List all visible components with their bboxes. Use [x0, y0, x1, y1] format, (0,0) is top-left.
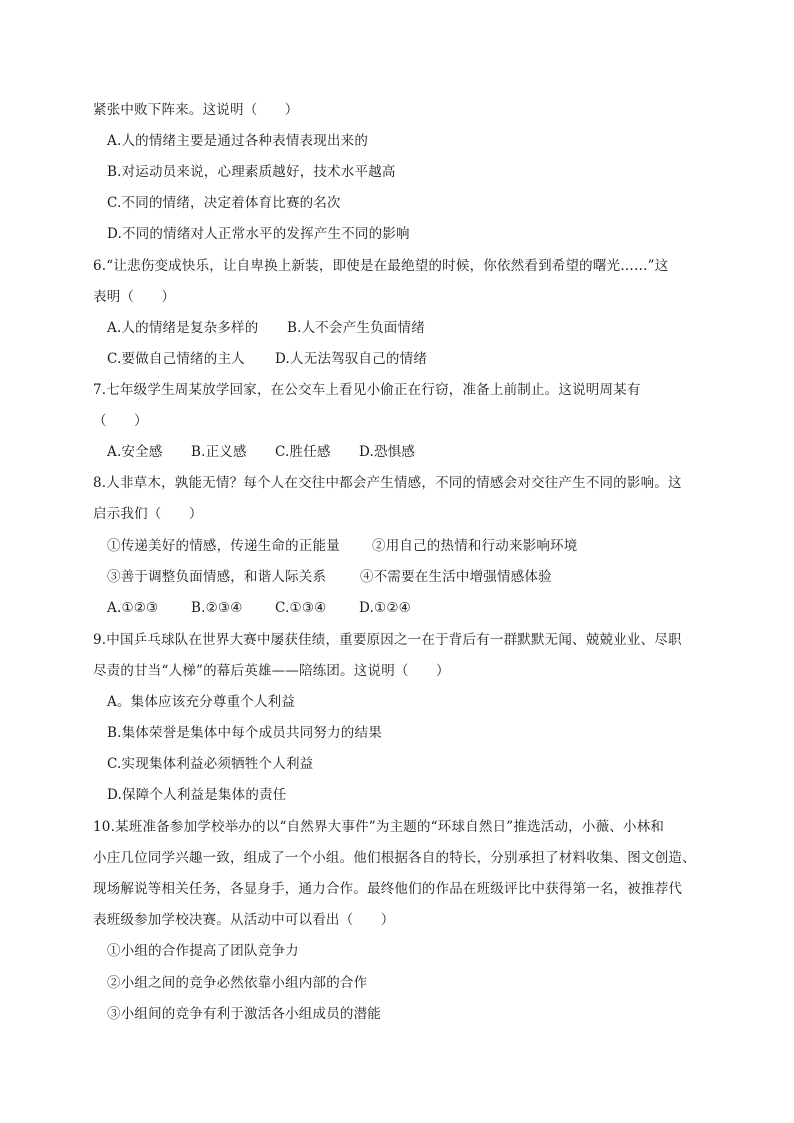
q5-option-c: C.不同的情绪，决定着体育比赛的名次 [107, 195, 341, 211]
q6-stem-line-2: 表明（ ） [93, 289, 176, 305]
q10-statement-1: ①小组的合作提高了团队竞争力 [107, 943, 299, 959]
q7-option-b: B.正义感 [191, 444, 247, 460]
q6-option-a: A.人的情绪是复杂多样的 [107, 320, 259, 336]
q6-options-row-2 [107, 350, 427, 368]
q8-option-c: C.①③④ [275, 600, 327, 616]
q9-option-d: D.保障个人利益是集体的责任 [107, 787, 287, 803]
q10-statement-3: ③小组间的竞争有利于激活各小组成员的潜能 [107, 1006, 381, 1022]
q9-option-a: A。集体应该充分尊重个人利益 [107, 694, 296, 710]
q8-option-a: A.①②③ [107, 600, 159, 616]
q6-option-c: C.要做自己情绪的主人 [107, 351, 245, 367]
q8-stem-line-2: 启示我们（ ） [93, 506, 203, 522]
q8-statements-row-1 [107, 537, 578, 555]
q10-stem-line-4: 表班级参加学校决赛。从活动中可以看出（ ） [93, 912, 395, 928]
q7-stem-line-2: （ ） [93, 413, 148, 429]
q8-option-d: D.①②④ [359, 600, 411, 616]
q8-stem-line-1: 8.人非草木，孰能无情？每个人在交往中都会产生情感，不同的情感会对交往产生不同的影响。这 [93, 475, 682, 491]
q8-statements-row-2 [107, 568, 552, 586]
q7-stem-line-1: 7.七年级学生周某放学回家，在公交车上看见小偷正在行窃，准备上前制止。这说明周某有 [93, 382, 641, 398]
q7-option-d: D.恐惧感 [359, 444, 416, 460]
q10-stem-line-1: 10.某班准备参加学校举办的以“自然界大事件”为主题的“环球自然日”推选活动，小薇、小林和 [93, 819, 665, 835]
q7-options-row [107, 443, 415, 461]
q6-option-b: B.人不会产生负面情绪 [287, 320, 425, 336]
q7-option-a: A.安全感 [107, 444, 163, 460]
q8-statement-1: ①传递美好的情感，传递生命的正能量 [107, 538, 340, 554]
q7-option-c: C.胜任感 [275, 444, 331, 460]
q6-options-row-1 [107, 319, 425, 337]
q8-options-row [107, 599, 411, 617]
q5-option-a: A.人的情绪主要是通过各种表情表现出来的 [107, 133, 369, 149]
q5-option-d: D.不同的情绪对人正常水平的发挥产生不同的影响 [107, 226, 410, 242]
q9-option-c: C.实现集体利益必须牺牲个人利益 [107, 756, 314, 772]
q6-option-d: D.人无法驾驭自己的情绪 [275, 351, 428, 367]
q9-stem-line-2: 尽责的甘当“人梯”的幕后英雄——陪练团。这说明（ ） [93, 663, 450, 679]
q5-stem-end: 紧张中败下阵来。这说明（ ） [93, 102, 299, 118]
q8-option-b: B.②③④ [191, 600, 243, 616]
q10-stem-line-3: 现场解说等相关任务，各显身手，通力合作。最终他们的作品在班级评比中获得第一名，被推荐代 [93, 881, 683, 897]
q8-statement-4: ④不需要在生活中增强情感体验 [360, 569, 552, 585]
q6-stem-line-1: 6.“让悲伤变成快乐，让自卑换上新装，即使是在最绝望的时候，你依然看到希望的曙光……”这 [93, 258, 669, 274]
q5-option-b: B.对运动员来说，心理素质越好，技术水平越高 [107, 164, 396, 180]
q10-statement-2: ②小组之间的竞争必然依靠小组内部的合作 [107, 975, 368, 991]
q8-statement-2: ②用自己的热情和行动来影响环境 [372, 538, 578, 554]
q9-stem-line-1: 9.中国乒乓球队在世界大赛中屡获佳绩，重要原因之一在于背后有一群默默无闻、兢兢业业、尽职 [93, 632, 682, 648]
q9-option-b: B.集体荣誉是集体中每个成员共同努力的结果 [107, 725, 382, 741]
q10-stem-line-2: 小庄几位同学兴趣一致，组成了一个小组。他们根据各自的特长，分别承担了材料收集、图文创造、 [93, 850, 696, 866]
q8-statement-3: ③善于调整负面情感，和谐人际关系 [107, 569, 327, 585]
